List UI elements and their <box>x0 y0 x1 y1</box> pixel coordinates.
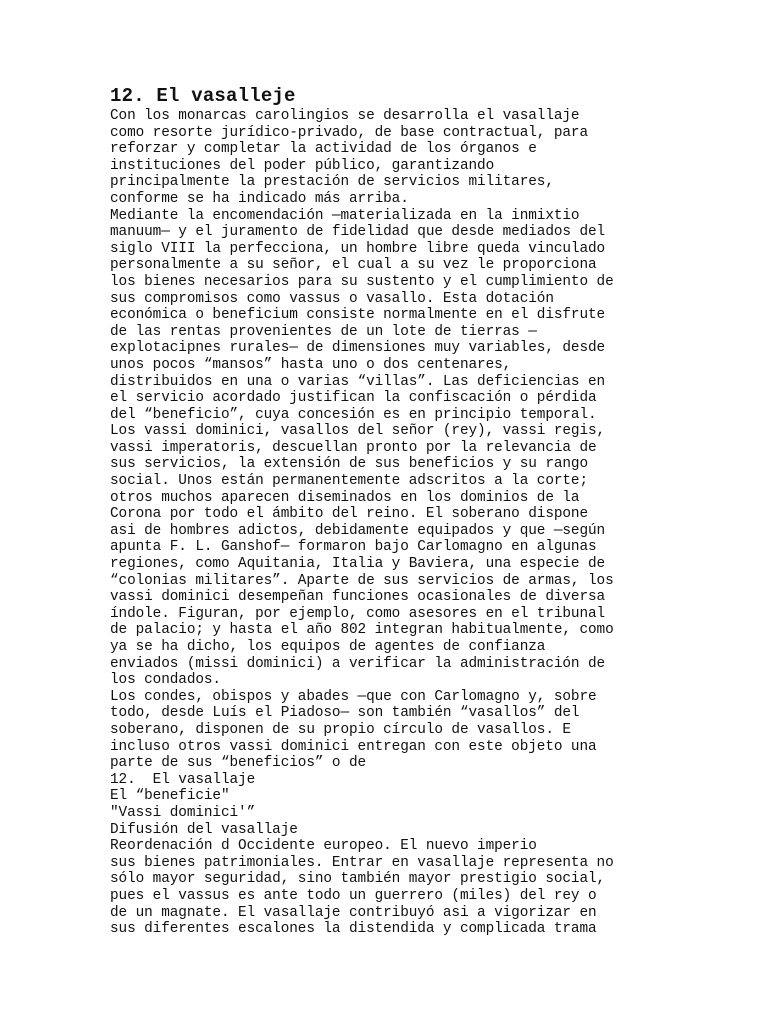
text-line: apunta F. L. Ganshof— formaron bajo Carlomagno en algunas <box>110 539 597 556</box>
text-line: como resorte jurídico-privado, de base contractual, para <box>110 124 589 141</box>
text-line: de las rentas provenientes de un lote de tierras — <box>110 323 537 340</box>
text-line: “colonias militares”. Aparte de sus servicios de armas, los <box>110 572 614 589</box>
text-line: reforzar y completar la actividad de los órganos e <box>110 141 537 158</box>
text-line: enviados (missi dominici) a verificar la administración de <box>110 655 606 672</box>
text-line: ya se ha dicho, los equipos de agentes de confianza <box>110 639 546 655</box>
text-line: económica o beneficium consiste normalmente en el disfrute <box>110 307 606 324</box>
text-line: personalmente a su señor, el cual a su vez le proporciona <box>110 257 597 274</box>
section-heading: 12. El vasalleje <box>110 85 296 107</box>
text-line: Corona por todo el ámbito del reino. El soberano dispone <box>110 506 589 523</box>
text-line: Con los monarcas carolingios se desarrolla el vasallaje <box>110 108 580 124</box>
text-line: "Vassi dominici'” <box>110 804 256 821</box>
document-page <box>110 84 670 938</box>
text-line: conforme se ha indicado más arriba. <box>110 190 409 207</box>
text-line: instituciones del poder público, garantizando <box>110 157 495 174</box>
text-line: de palacio; y hasta el año 802 integran habitualmente, como <box>110 622 614 639</box>
text-line: el servicio acordado justifican la confiscación o pérdida <box>110 390 597 407</box>
text-line: asi de hombres adictos, debidamente equipados y que —según <box>110 522 606 539</box>
text-line: Reordenación d Occidente europeo. El nuevo imperio <box>110 838 537 855</box>
text-line: de un magnate. El vasallaje contribuyó asi a vigorizar en <box>110 904 597 921</box>
text-line: índole. Figuran, por ejemplo, como asesores en el tribunal <box>110 605 606 622</box>
text-line: sus servicios, la extensión de sus beneficios y su rango <box>110 456 589 473</box>
text-line: del “beneficio”, cuya concesión es en principio temporal. <box>110 406 597 423</box>
text-line: Los condes, obispos y abades —que con Carlomagno y, sobre <box>110 688 597 705</box>
text-line: regiones, como Aquitania, Italia y Baviera, una especie de <box>110 556 606 573</box>
text-line: los condados. <box>110 672 221 689</box>
text-line: El “beneficie" <box>110 788 230 805</box>
text-line: unos pocos “mansos” hasta uno o dos centenares, <box>110 356 512 373</box>
text-line: parte de sus “beneficios” o de <box>110 755 367 772</box>
text-line: otros muchos aparecen diseminados en los dominios de la <box>110 489 580 506</box>
text-line: Los vassi dominici, vasallos del señor (rey), vassi regis, <box>110 423 606 440</box>
text-line: vassi dominici desempeñan funciones ocasionales de diversa <box>110 589 606 606</box>
text-line: soberano, disponen de su propio círculo de vasallos. E <box>110 721 571 738</box>
text-line: social. Unos están permanentemente adscritos a la corte; <box>110 473 589 490</box>
text-line: explotacipnes rurales— de dimensiones muy variables, desde <box>110 340 606 357</box>
text-line: manuum— y el juramento de fidelidad que desde mediados del <box>110 224 606 241</box>
text-line: los bienes necesarios para su sustento y el cumplimiento de <box>110 273 614 290</box>
text-line: sólo mayor seguridad, sino también mayor prestigio social, <box>110 871 606 888</box>
text-line: distribuidos en una o varias “villas”. Las deficiencias en <box>110 373 606 390</box>
text-line: sus diferentes escalones la distendida y complicada trama <box>110 921 597 938</box>
text-line: principalmente la prestación de servicios militares, <box>110 174 554 191</box>
body-text <box>110 108 670 938</box>
text-line: sus compromisos como vassus o vasallo. Esta dotación <box>110 290 554 307</box>
text-line: Difusión del vasallaje <box>110 821 298 838</box>
text-line: siglo VIII la perfecciona, un hombre libre queda vinculado <box>110 240 606 257</box>
text-line: pues el vassus es ante todo un guerrero (miles) del rey o <box>110 887 597 904</box>
text-line: sus bienes patrimoniales. Entrar en vasallaje representa no <box>110 854 614 871</box>
text-line: 12. El vasallaje <box>110 771 256 788</box>
text-line: todo, desde Luís el Piadoso— son también “vasallos” del <box>110 705 580 722</box>
text-line: Mediante la encomendación —materializada en la inmixtio <box>110 207 580 224</box>
text-line: incluso otros vassi dominici entregan con este objeto una <box>110 738 597 755</box>
text-line: vassi imperatoris, descuellan pronto por la relevancia de <box>110 439 597 456</box>
